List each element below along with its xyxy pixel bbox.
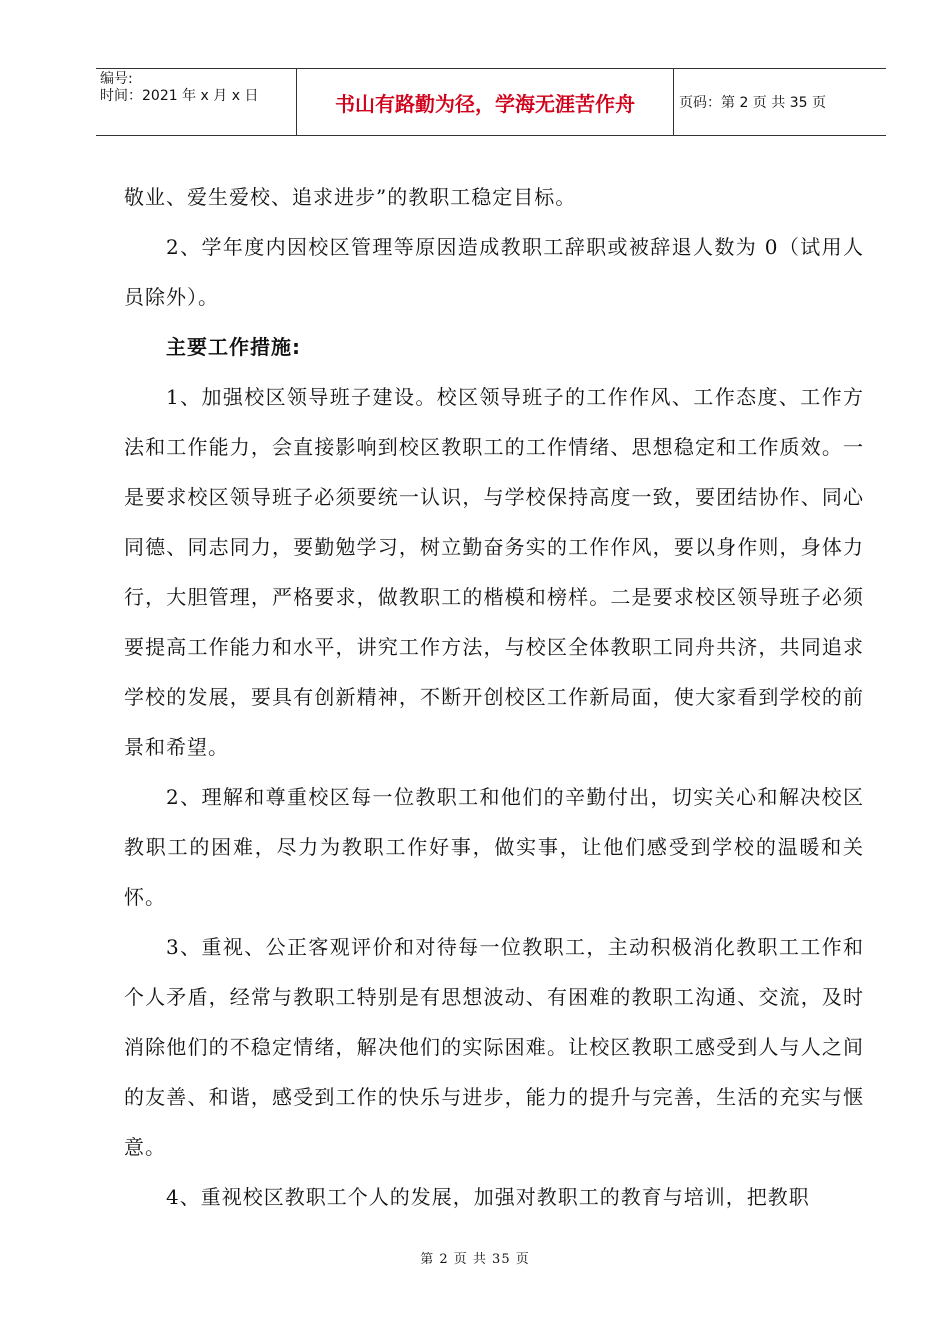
- document-header: [96, 68, 886, 136]
- measure-item-1: 1、加强校区领导班子建设。校区领导班子的工作作风、工作态度、工作方法和工作能力，会直接影响到校区教职工的工作情绪、思想稳定和工作质效。一是要求校区领导班子必须要统一认识，与学校保持高度一致，要团结协作、同心同德、同志同力，要勤勉学习，树立勤奋务实的工作作风，要以身作则，身体力行，大胆管理，严格要求，做教职工的楷模和榜样。二是要求校区领导班子必须要提高工作能力和水平，讲究工作方法，与校区全体教职工同舟共济，共同追求学校的发展，要具有创新精神，不断开创校区工作新局面，使大家看到学校的前景和希望。: [124, 385, 864, 759]
- date-label: 时间：2021 年 x 月 x 日: [100, 88, 259, 104]
- header-motto: 书山有路勤为径，学海无涯苦作舟: [297, 69, 674, 135]
- paragraph-continuation: 敬业、爱生爱校、追求进步”的教职工稳定目标。: [124, 185, 577, 209]
- section-heading: 主要工作措施:: [166, 335, 301, 359]
- header-meta: [96, 69, 297, 135]
- header-page-info: 页码：第 2 页 共 35 页: [679, 95, 826, 111]
- measure-item-2: 2、理解和尊重校区每一位教职工和他们的辛勤付出，切实关心和解决校区教职工的困难，尽力为教职工作好事，做实事，让他们感受到学校的温暖和关怀。: [124, 785, 864, 909]
- document-body: [124, 172, 864, 1222]
- measure-item-4: 4、重视校区教职工个人的发展，加强对教职工的教育与培训，把教职: [166, 1185, 810, 1209]
- page-footer: 第 2 页 共 35 页: [420, 1252, 530, 1267]
- measure-item-3: 3、重视、公正客观评价和对待每一位教职工，主动积极消化教职工工作和个人矛盾，经常与教职工特别是有思想波动、有困难的教职工沟通、交流，及时消除他们的不稳定情绪，解决他们的实际困难。让校区教职工感受到人与人之间的友善、和谐，感受到工作的快乐与进步，能力的提升与完善，生活的充实与惬意。: [124, 935, 864, 1159]
- serial-number-label: 编号:: [100, 71, 133, 87]
- paragraph-item-2: 2、学年度内因校区管理等原因造成教职工辞职或被辞退人数为 0（试用人员除外）。: [124, 235, 864, 309]
